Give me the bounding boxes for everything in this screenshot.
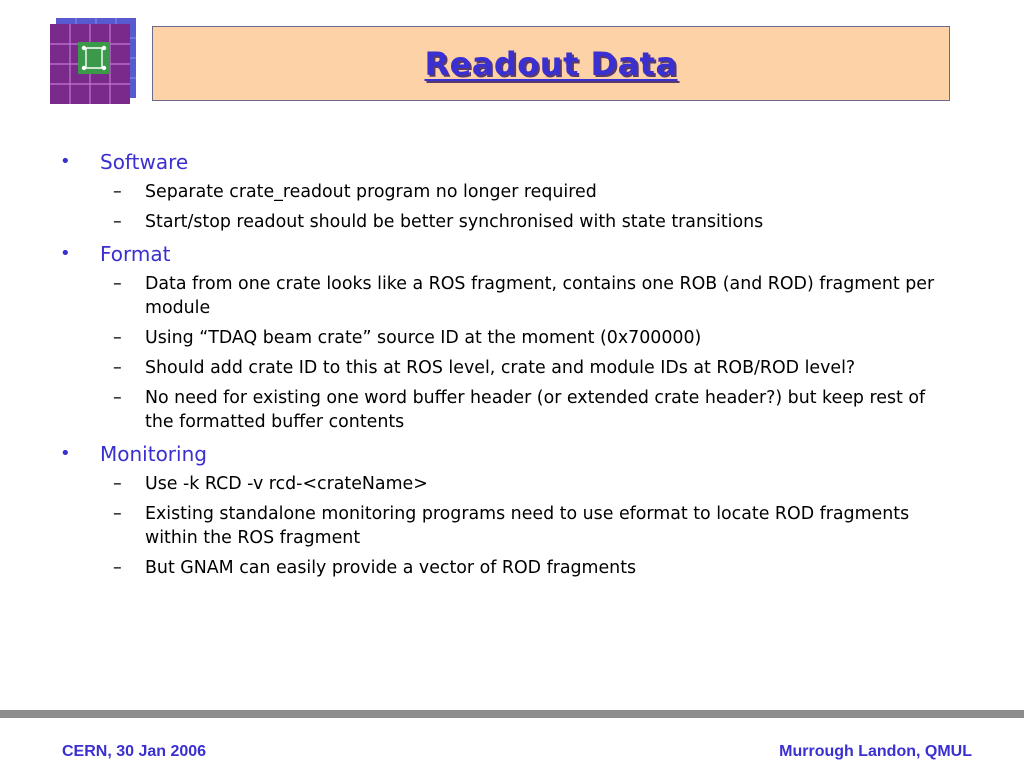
dash-marker: – [113,558,122,578]
section-monitoring [60,440,960,580]
bullet-heading [60,148,960,176]
sub-bullet [113,556,960,580]
footer-date: CERN, 30 Jan 2006 [62,743,207,760]
section-format [60,240,960,434]
sub-bullet-text: Use -k RCD -v rcd-<crateName> [145,474,428,494]
sub-bullet [113,472,960,496]
dash-marker: – [113,328,122,348]
heading-text: Monitoring [100,442,207,466]
bullet-marker: • [60,243,71,264]
slide-body [60,148,960,586]
dash-marker: – [113,358,122,378]
sub-bullet-text: Start/stop readout should be better synchronised with state transitions [145,212,764,232]
bullet-marker: • [60,443,71,464]
heading-text: Software [100,150,189,174]
sub-bullet-text: Separate crate_readout program no longer required [145,182,597,202]
crate-grid-logo-icon [50,18,136,104]
sub-bullet [113,386,960,434]
sub-bullet-text: Existing standalone monitoring programs need to use eformat to locate ROD fragments within the ROS fragment [145,504,910,548]
sub-bullet [113,272,960,320]
sub-bullet-text: Should add crate ID to this at ROS level, crate and module IDs at ROB/ROD level? [145,358,856,378]
sub-bullet-text: Data from one crate looks like a ROS fragment, contains one ROB (and ROD) fragment per module [145,274,935,318]
dash-marker: – [113,212,122,232]
dash-marker: – [113,504,122,524]
dash-marker: – [113,182,122,202]
dash-marker: – [113,388,122,408]
dash-marker: – [113,274,122,294]
title-banner [152,26,950,101]
bullet-marker: • [60,151,71,172]
page-title: Readout Data [424,44,678,83]
heading-text: Format [100,242,171,266]
sub-bullet-text: No need for existing one word buffer header (or extended crate header?) but keep rest of the formatted buffer contents [145,388,926,432]
section-software [60,148,960,234]
bullet-heading [60,440,960,468]
footer-author: Murrough Landon, QMUL [779,743,972,760]
sub-bullet [113,356,960,380]
dash-marker: – [113,474,122,494]
sub-bullet [113,180,960,204]
sub-bullet [113,326,960,350]
bullet-heading [60,240,960,268]
sub-bullet-text: But GNAM can easily provide a vector of ROD fragments [145,558,637,578]
footer-divider [0,710,1024,718]
sub-bullet [113,502,960,550]
sub-bullet [113,210,960,234]
sub-bullet-text: Using “TDAQ beam crate” source ID at the moment (0x700000) [145,328,702,348]
